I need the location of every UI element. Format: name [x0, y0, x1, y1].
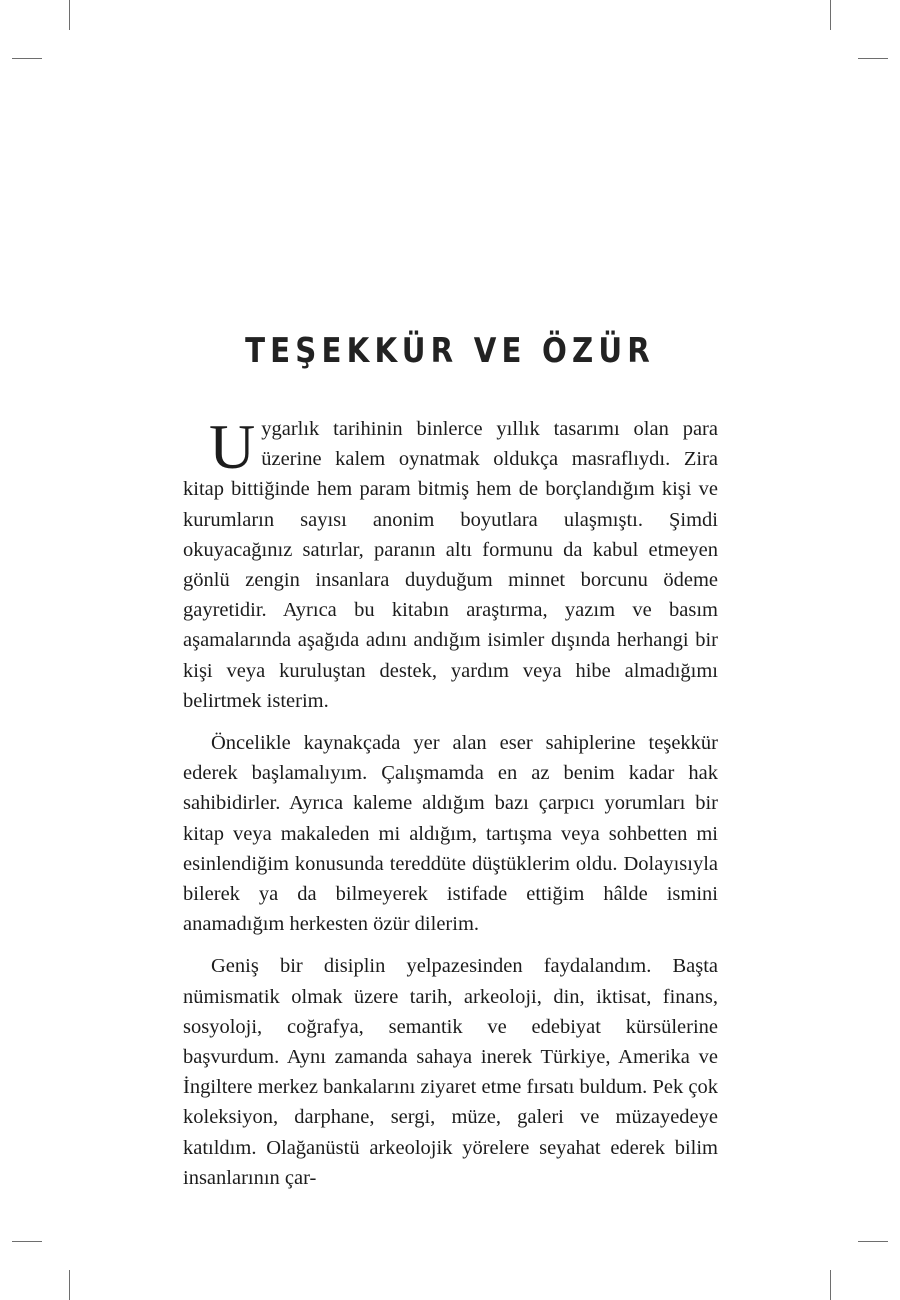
crop-mark	[69, 0, 70, 30]
drop-cap: U	[209, 411, 256, 482]
crop-mark	[12, 1241, 42, 1242]
crop-mark	[830, 1270, 831, 1300]
crop-mark	[12, 58, 42, 59]
crop-mark	[830, 0, 831, 30]
chapter-body	[183, 411, 718, 1205]
crop-mark	[858, 58, 888, 59]
crop-mark	[858, 1241, 888, 1242]
chapter-title: TEŞEKKÜR VE ÖZÜR	[245, 330, 655, 371]
paragraph: Öncelikle kaynakçada yer alan eser sahiplerine teşekkür ederek başlamalıyım. Çalışmamda en az benim kadar hak sahibidirler. Ayrıca kaleme aldığım bazı çarpıcı yorumları bir kitap veya makaleden mi aldığım, tartışma veya sohbetten mi esinlendiğim konusunda tereddüte düştüklerim oldu. Dolayısıyla bilerek ya da bilmeyerek istifade ettiğim hâlde ismini anamadığım herkesten özür dilerim.	[183, 732, 718, 936]
paragraph	[183, 411, 718, 716]
crop-mark	[69, 1270, 70, 1300]
paragraph: Geniş bir disiplin yelpazesinden faydalandım. Başta nümismatik olmak üzere tarih, arkeoloji, din, iktisat, finans, sosyoloji, coğrafya, semantik ve edebiyat kürsülerine başvurdum. Aynı zamanda sahaya inerek Türkiye, Amerika ve İngiltere merkez bankalarını ziyaret etme fırsatı buldum. Pek çok koleksiyon, darphane, sergi, müze, galeri ve müzayedeye katıldım. Olağanüstü arkeolojik yörelere seyahat ederek bilim insanlarının çar-	[183, 955, 718, 1189]
paragraph-text: ygarlık tarihinin binlerce yıllık tasarımı olan para üzerine kalem oynatmak oldukça masraflıydı. Zira kitap bittiğinde hem param bitmiş hem de borçlandığım kişi ve kurumların sayısı anonim boyutlara ulaşmıştı. Şimdi okuyacağınız satırlar, paranın altı formunu da kabul etmeyen gönlü zengin insanlara duyduğum minnet borcunu ödeme gayretidir. Ayrıca bu kitabın araştırma, yazım ve basım aşamalarında aşağıda adını andığım isimler dışında herhangi bir kişi veya kuruluştan destek, yardım veya hibe almadığımı belirtmek isterim.	[183, 418, 718, 712]
